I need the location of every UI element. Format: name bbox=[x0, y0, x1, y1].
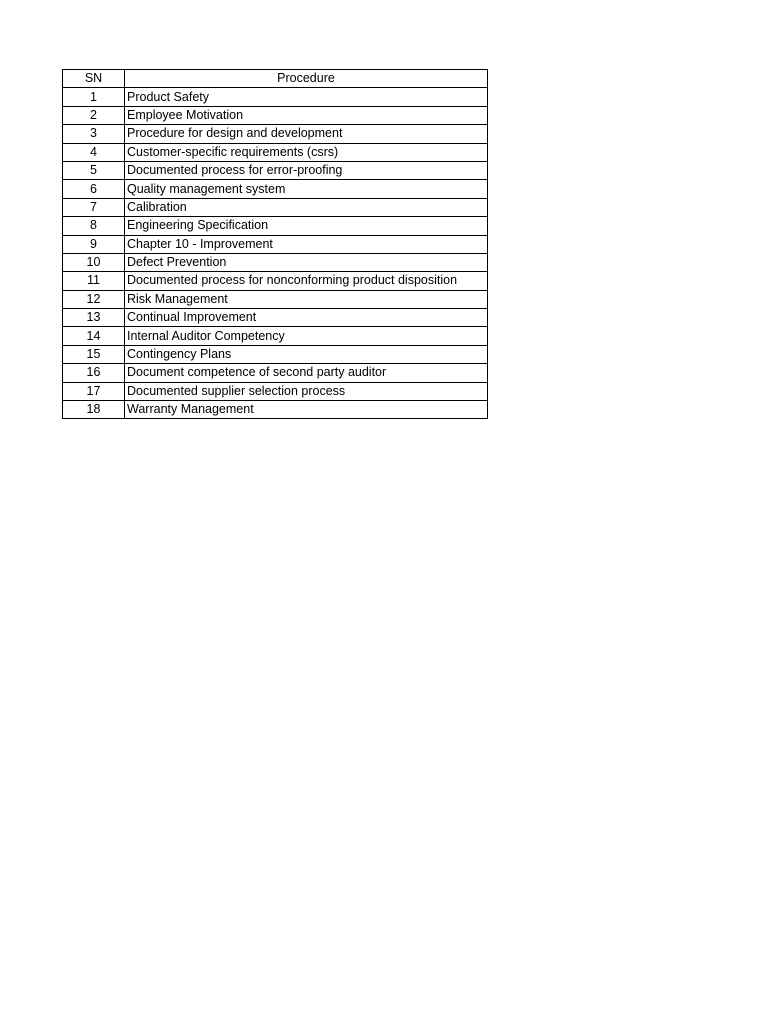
sn-cell: 2 bbox=[63, 106, 125, 124]
sn-cell: 9 bbox=[63, 235, 125, 253]
procedure-cell: Documented process for nonconforming product disposition bbox=[125, 272, 488, 290]
table-row bbox=[63, 309, 488, 327]
sn-cell: 10 bbox=[63, 253, 125, 271]
table-header bbox=[63, 70, 488, 88]
header-row bbox=[63, 70, 488, 88]
table-row bbox=[63, 125, 488, 143]
sn-cell: 6 bbox=[63, 180, 125, 198]
sn-cell: 5 bbox=[63, 161, 125, 179]
table-row bbox=[63, 143, 488, 161]
table-row bbox=[63, 198, 488, 216]
procedure-cell: Chapter 10 - Improvement bbox=[125, 235, 488, 253]
table-row bbox=[63, 161, 488, 179]
table-row bbox=[63, 217, 488, 235]
sn-cell: 18 bbox=[63, 401, 125, 419]
sn-cell: 11 bbox=[63, 272, 125, 290]
table-row bbox=[63, 106, 488, 124]
sn-cell: 4 bbox=[63, 143, 125, 161]
procedure-cell: Customer-specific requirements (csrs) bbox=[125, 143, 488, 161]
table-row bbox=[63, 327, 488, 345]
table-row bbox=[63, 180, 488, 198]
procedure-cell: Continual Improvement bbox=[125, 309, 488, 327]
procedure-cell: Engineering Specification bbox=[125, 217, 488, 235]
sn-cell: 15 bbox=[63, 345, 125, 363]
sn-cell: 16 bbox=[63, 364, 125, 382]
sn-cell: 14 bbox=[63, 327, 125, 345]
sn-cell: 7 bbox=[63, 198, 125, 216]
procedure-cell: Procedure for design and development bbox=[125, 125, 488, 143]
procedure-cell: Documented supplier selection process bbox=[125, 382, 488, 400]
procedure-cell: Risk Management bbox=[125, 290, 488, 308]
sn-cell: 17 bbox=[63, 382, 125, 400]
procedure-cell: Calibration bbox=[125, 198, 488, 216]
procedure-cell: Contingency Plans bbox=[125, 345, 488, 363]
table-row bbox=[63, 364, 488, 382]
table-row bbox=[63, 272, 488, 290]
sn-cell: 12 bbox=[63, 290, 125, 308]
table-row bbox=[63, 88, 488, 106]
procedure-cell: Defect Prevention bbox=[125, 253, 488, 271]
sn-column-header: SN bbox=[63, 70, 125, 88]
sn-cell: 3 bbox=[63, 125, 125, 143]
sn-cell: 1 bbox=[63, 88, 125, 106]
procedure-column-header: Procedure bbox=[125, 70, 488, 88]
procedure-cell: Quality management system bbox=[125, 180, 488, 198]
table-row bbox=[63, 253, 488, 271]
table-row bbox=[63, 401, 488, 419]
table-row bbox=[63, 382, 488, 400]
table-row bbox=[63, 345, 488, 363]
procedure-cell: Document competence of second party auditor bbox=[125, 364, 488, 382]
table-row bbox=[63, 290, 488, 308]
table-body bbox=[63, 88, 488, 419]
sn-cell: 13 bbox=[63, 309, 125, 327]
procedure-cell: Documented process for error-proofing bbox=[125, 161, 488, 179]
sn-cell: 8 bbox=[63, 217, 125, 235]
procedure-cell: Employee Motivation bbox=[125, 106, 488, 124]
procedure-cell: Product Safety bbox=[125, 88, 488, 106]
procedure-cell: Internal Auditor Competency bbox=[125, 327, 488, 345]
table-row bbox=[63, 235, 488, 253]
procedure-cell: Warranty Management bbox=[125, 401, 488, 419]
procedure-table bbox=[62, 69, 488, 419]
